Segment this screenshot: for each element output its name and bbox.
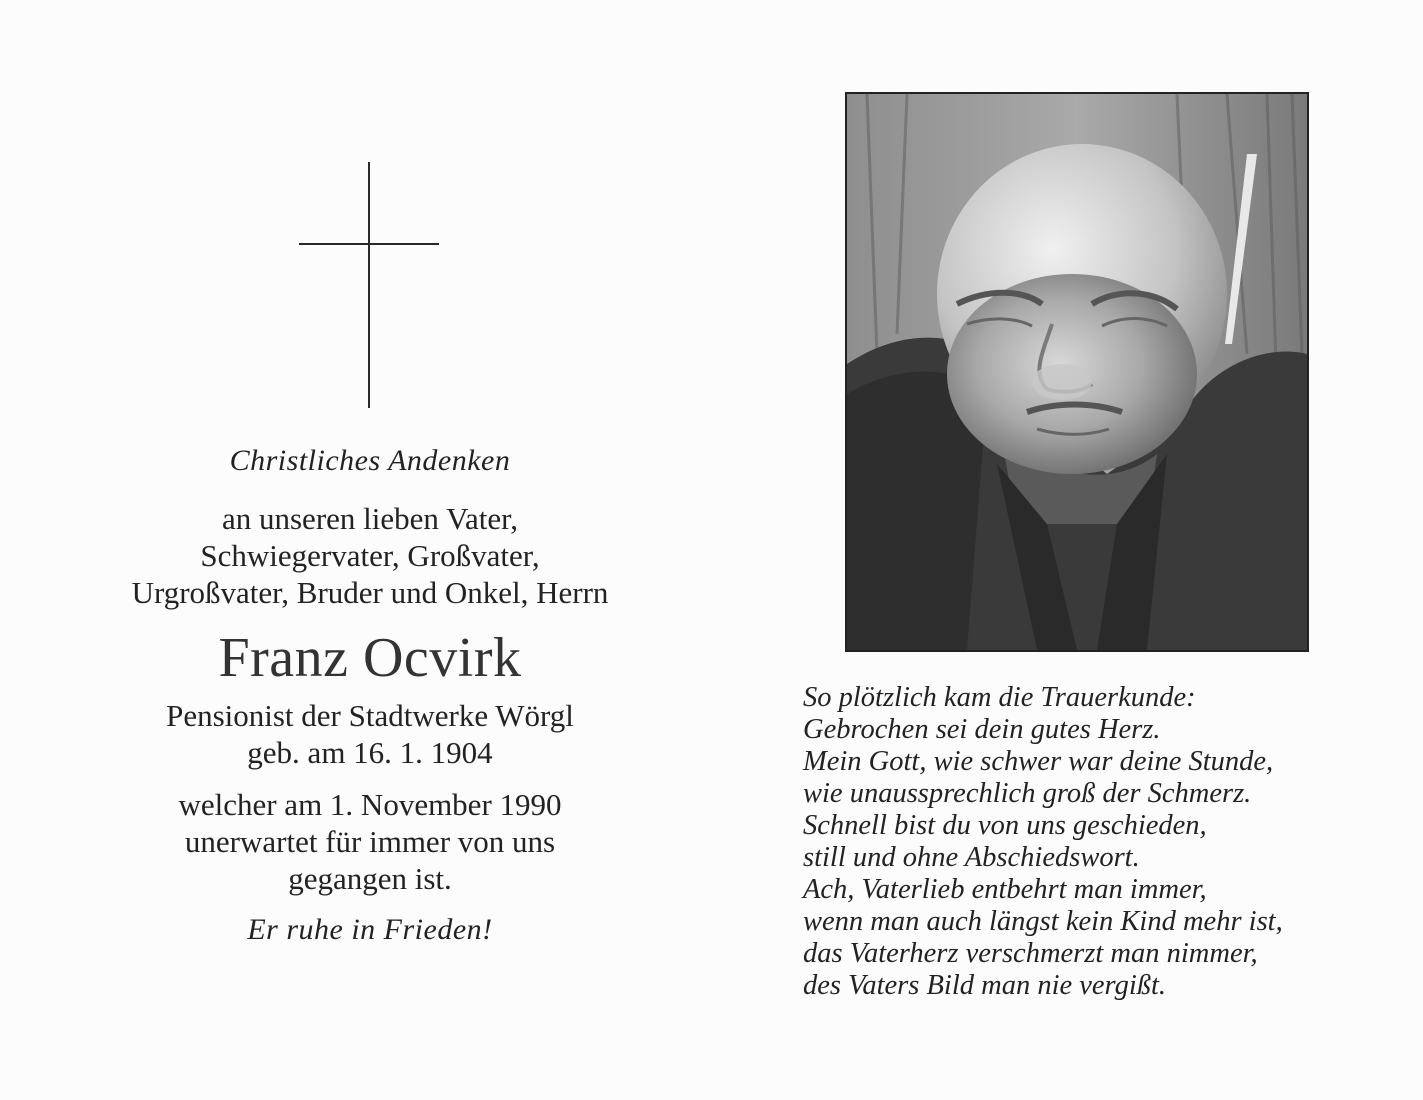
poem-line: Gebrochen sei dein gutes Herz. <box>803 714 1161 745</box>
death-line: gegangen ist. <box>288 861 452 896</box>
closing-blessing <box>70 913 670 947</box>
poem-line: still und ohne Abschiedswort. <box>803 842 1140 873</box>
deceased-name-text: Franz Ocvirk <box>218 627 522 689</box>
dedication-line: Schwiegervater, Großvater, <box>200 538 540 573</box>
poem-line: So plötzlich kam die Trauerkunde: <box>803 682 1196 713</box>
portrait-icon <box>847 94 1307 650</box>
death-notice <box>70 786 670 897</box>
poem-line: wie unaussprechlich groß der Schmerz. <box>803 778 1252 809</box>
poem-line: wenn man auch längst kein Kind mehr ist, <box>803 906 1283 937</box>
birth-date-line: geb. am 16. 1. 1904 <box>247 735 493 770</box>
deceased-name <box>70 626 670 690</box>
poem-line: Schnell bist du von uns geschieden, <box>803 810 1207 841</box>
deceased-details <box>70 697 670 771</box>
death-line: welcher am 1. November 1990 <box>178 787 562 822</box>
poem-line: Ach, Vaterlieb entbehrt man immer, <box>803 874 1207 905</box>
poem-line: Mein Gott, wie schwer war deine Stunde, <box>803 746 1274 777</box>
heading-text: Christliches Andenken <box>229 444 511 477</box>
poem-line: des Vaters Bild man nie vergißt. <box>803 970 1167 1001</box>
cross-icon <box>299 162 439 408</box>
memorial-heading <box>70 444 670 478</box>
poem-line: das Vaterherz verschmerzt man nimmer, <box>803 938 1258 969</box>
closing-text: Er ruhe in Frieden! <box>247 913 493 946</box>
dedication-text <box>70 500 670 611</box>
portrait-photo <box>845 92 1309 652</box>
occupation-line: Pensionist der Stadtwerke Wörgl <box>166 698 574 733</box>
dedication-line: Urgroßvater, Bruder und Onkel, Herrn <box>131 575 609 610</box>
memorial-poem <box>803 682 1383 1002</box>
death-line: unerwartet für immer von uns <box>184 824 556 859</box>
dedication-line: an unseren lieben Vater, <box>221 501 518 536</box>
